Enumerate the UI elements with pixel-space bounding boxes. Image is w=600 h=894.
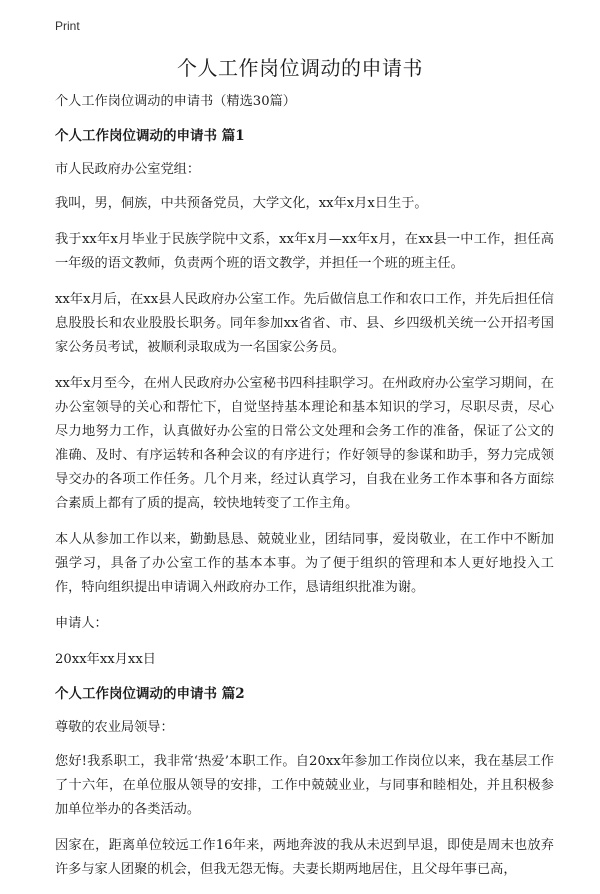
document-body <box>55 90 554 894</box>
section-1-paragraph-3: xx年x月后，在xx县人民政府办公室工作。先后做信息工作和农口工作，并先后担任信息股股长和农业股股长职务。同年参加xx省省、市、县、乡四级机关统一公开招考国家公务员考试，被顺利录取成为一名国家公务员。 <box>55 292 554 355</box>
page-title: 个人工作岗位调动的申请书 <box>177 56 423 80</box>
section-2-greeting: 尊敬的农业局领导： <box>55 720 174 735</box>
document-subtitle: 个人工作岗位调动的申请书（精选30篇） <box>55 94 296 109</box>
section-1-paragraph-2: 我于xx年x月毕业于民族学院中文系，xx年x月—xx年x月，在xx县一中工作，担任高一年级的语文教师，负责两个班的语文教学，并担任一个班的班主任。 <box>55 232 554 271</box>
section-2-paragraph-2: 因家在，距离单位较远工作16年来，两地奔波的我从未迟到早退，即使是周末也放弃许多与家人团聚的机会，但我无怨无悔。夫妻长期两地居住，且父母年事已高， <box>55 838 554 877</box>
section-1-paragraph-4: xx年x月至今，在州人民政府办公室秘书四科挂职学习。在州政府办公室学习期间，在办公室领导的关心和帮忙下，自觉坚持基本理论和基本知识的学习，尽职尽责，尽心尽力地努力工作，认真做好办公室的日常公文处理和会务工作的准备，保证了公文的准确、及时、有序运转和各种会议的有序进行；作好领导的参谋和助手，努力完成领导交办的各项工作任务。几个月来，经过认真学习，自我在业务工作本事和各方面综合素质上都有了质的提高，较快地转变了工作主角。 <box>55 376 554 511</box>
section-1-paragraph-5: 本人从参加工作以来，勤勤恳恳、兢兢业业，团结同事，爱岗敬业，在工作中不断加强学习，具备了办公室工作的基本本事。为了便于组织的管理和本人更好地投入工作，特向组织提出申请调入州政府办工作，恳请组织批准为谢。 <box>55 532 554 595</box>
section-heading-1: 个人工作岗位调动的申请书 篇1 <box>55 128 245 144</box>
section-2-paragraph-1: 您好!我系职工，我非常‘热爱’本职工作。自20xx年参加工作岗位以来，我在基层工作了十六年，在单位服从领导的安排，工作中兢兢业业，与同事和睦相处，并且积极参加单位举办的各类活动。 <box>55 754 554 817</box>
section-1-signature: 申请人： <box>55 616 108 631</box>
section-heading-2: 个人工作岗位调动的申请书 篇2 <box>55 686 245 702</box>
section-1-paragraph-1: 我叫，男，侗族，中共预备党员，大学文化，xx年x月x日生于。 <box>55 196 428 211</box>
section-1-greeting: 市人民政府办公室党组： <box>55 162 201 177</box>
section-1-date: 20xx年xx月xx日 <box>55 652 156 667</box>
print-link[interactable]: Print <box>55 19 80 33</box>
